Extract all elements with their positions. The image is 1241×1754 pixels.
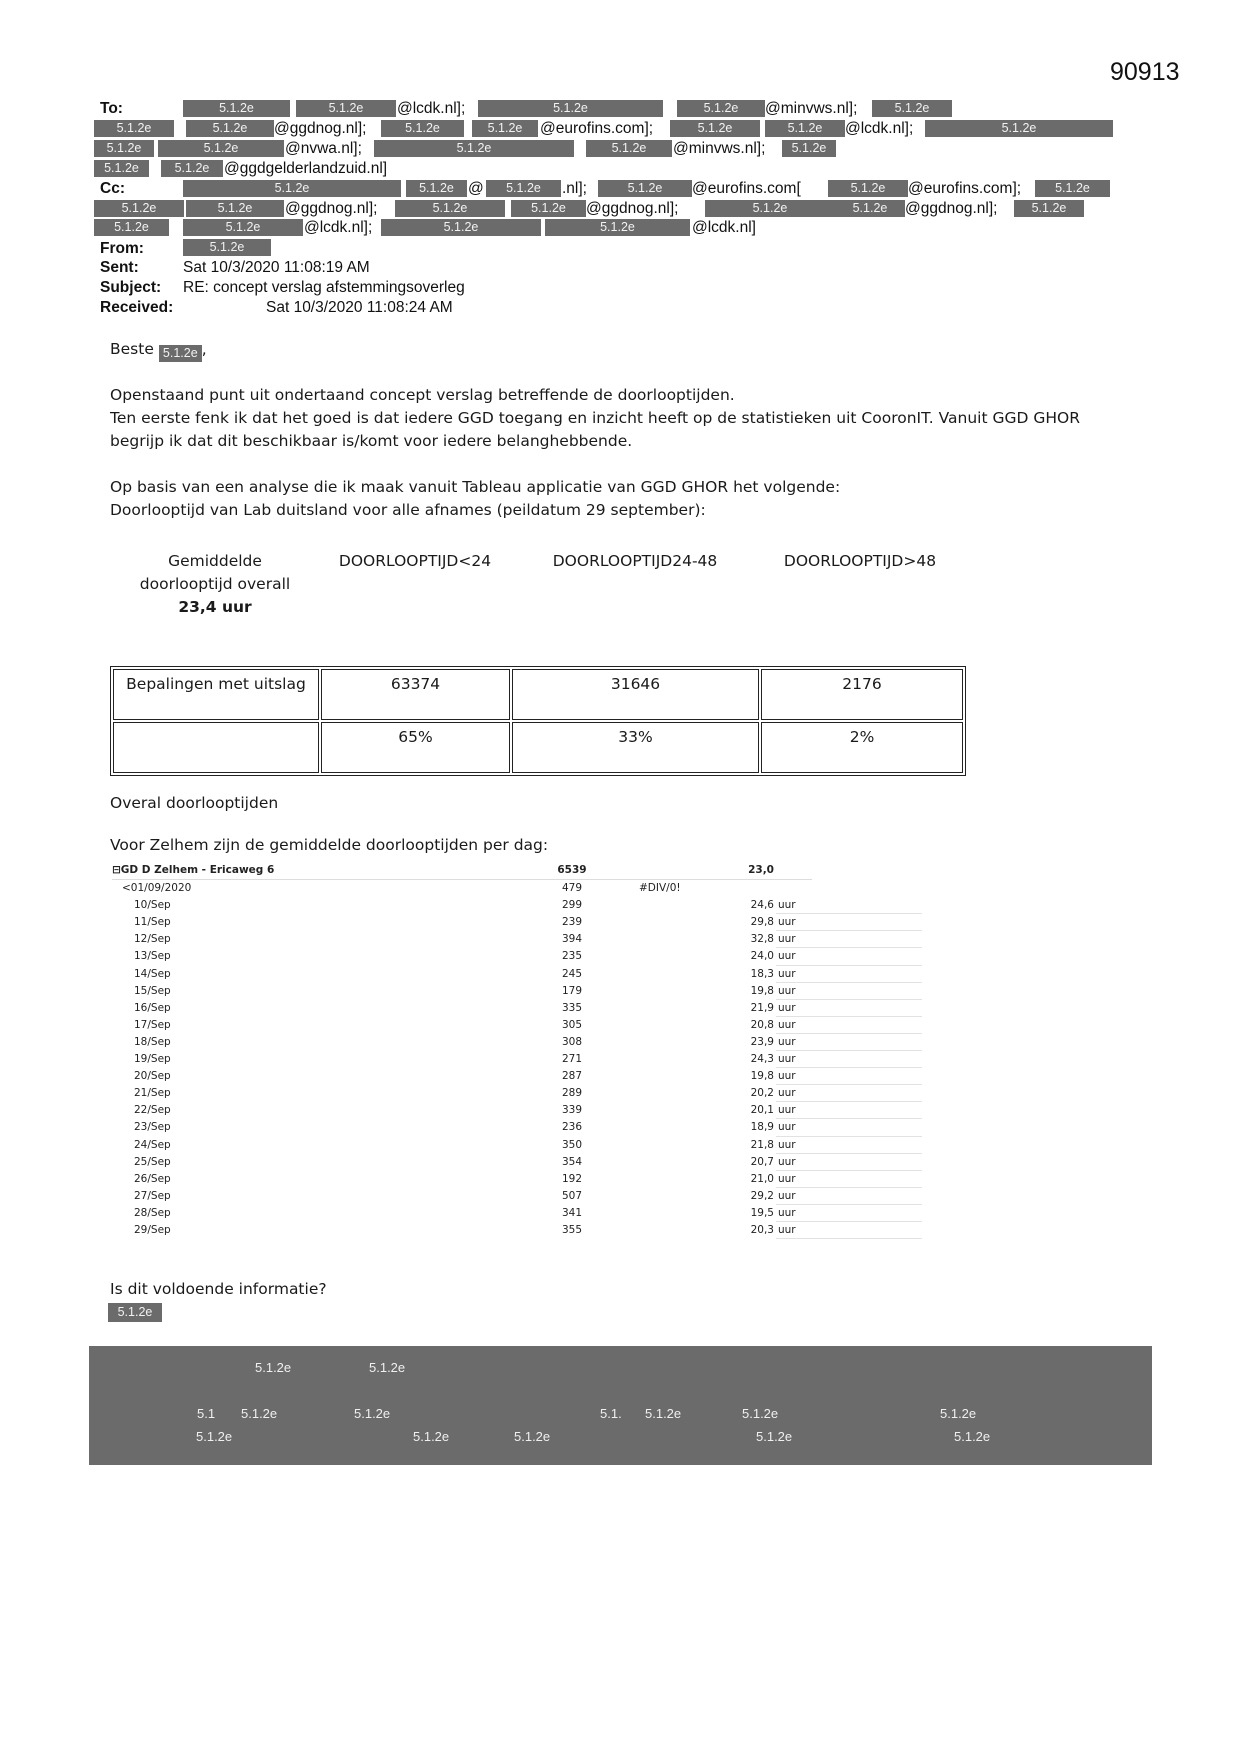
period-count: 479	[561, 882, 583, 895]
day-label: 18/Sep	[134, 1035, 171, 1048]
redaction: 5.1.2e	[183, 239, 271, 256]
to-label: To:	[100, 100, 123, 117]
redaction: 5.1.2e	[586, 140, 672, 157]
day-count: 192	[561, 1172, 583, 1185]
day-unit: uur	[778, 1138, 796, 1151]
day-label: 15/Sep	[134, 984, 171, 997]
table-cell: 65%	[321, 722, 510, 773]
redaction: 5.1.2e	[94, 219, 169, 236]
day-count: 245	[561, 967, 583, 980]
table-cell: 33%	[512, 722, 759, 773]
redaction: 5.1.2e	[183, 100, 290, 117]
greeting-comma: ,	[201, 340, 207, 358]
redaction: 5.1.2e	[94, 200, 184, 217]
day-unit: uur	[778, 1018, 796, 1031]
closing-question: Is dit voldoende informatie?	[110, 1280, 327, 1298]
signature-redaction: 5.1.2e	[108, 1303, 162, 1322]
avg-throughput-header	[130, 550, 300, 619]
table-row	[112, 1188, 812, 1205]
avg-header-value: 23,4 uur	[178, 598, 252, 616]
day-hours: 18,3	[750, 967, 774, 980]
table-row	[112, 880, 812, 897]
day-label: 14/Sep	[134, 967, 171, 980]
day-unit: uur	[778, 933, 796, 946]
period-hours: #DIV/0!	[639, 882, 681, 895]
redaction: 5.1.2e	[1035, 180, 1110, 197]
redaction: 5.1.2e	[186, 120, 274, 137]
table-cell: 2%	[761, 722, 963, 773]
redaction-label: 5.1.2e	[645, 1406, 682, 1421]
day-label: 20/Sep	[134, 1070, 171, 1083]
subject-value: RE: concept verslag afstemmingsoverleg	[183, 279, 465, 296]
day-hours: 21,8	[750, 1138, 774, 1151]
day-hours: 19,5	[750, 1206, 774, 1219]
day-count: 305	[561, 1018, 583, 1031]
redaction: 5.1.2e	[782, 140, 836, 157]
results-table	[110, 666, 966, 776]
redaction: 5.1.2e	[835, 200, 905, 217]
day-unit: uur	[778, 1035, 796, 1048]
redaction: 5.1.2e	[765, 120, 845, 137]
sent-value: Sat 10/3/2020 11:08:19 AM	[183, 259, 370, 276]
redaction: 5.1.2e	[511, 200, 586, 217]
day-count: 308	[561, 1035, 583, 1048]
day-unit: uur	[778, 1053, 796, 1066]
avg-hours: 23,0	[748, 864, 774, 876]
table-row	[112, 1222, 812, 1239]
day-hours: 23,9	[750, 1035, 774, 1048]
redaction-label: 5.1.2e	[756, 1429, 793, 1444]
day-label: 23/Sep	[134, 1121, 171, 1134]
day-label: 17/Sep	[134, 1018, 171, 1031]
period-name: <01/09/2020	[122, 882, 192, 895]
day-label: 27/Sep	[134, 1189, 171, 1202]
day-hours: 24,3	[750, 1053, 774, 1066]
day-unit: uur	[778, 1070, 796, 1083]
day-count: 179	[561, 984, 583, 997]
day-count: 299	[561, 899, 583, 912]
table-row	[112, 1034, 812, 1051]
day-label: 13/Sep	[134, 950, 171, 963]
avg-header-line1: Gemiddelde	[168, 552, 262, 570]
day-hours: 20,1	[750, 1104, 774, 1117]
day-count: 236	[561, 1121, 583, 1134]
day-label: 22/Sep	[134, 1104, 171, 1117]
day-unit: uur	[778, 916, 796, 929]
email-domain: @minvws.nl];	[673, 140, 766, 157]
day-unit: uur	[778, 1104, 796, 1117]
day-label: 25/Sep	[134, 1155, 171, 1168]
day-hours: 29,8	[750, 916, 774, 929]
email-domain: @ggdnog.nl];	[586, 200, 679, 217]
email-domain: @ggdgelderlandzuid.nl]	[224, 160, 388, 177]
day-hours: 32,8	[750, 933, 774, 946]
day-label: 28/Sep	[134, 1206, 171, 1219]
day-unit: uur	[778, 950, 796, 963]
table-cell: 2176	[761, 669, 963, 720]
day-label: 29/Sep	[134, 1223, 171, 1236]
day-hours: 20,3	[750, 1223, 774, 1236]
redaction-label: 5.1.2e	[241, 1406, 278, 1421]
day-hours: 24,0	[750, 950, 774, 963]
table-row	[112, 1171, 812, 1188]
day-unit: uur	[778, 967, 796, 980]
overall-label: Overal doorlooptijden	[110, 794, 279, 812]
table-row	[112, 897, 812, 914]
table-row	[112, 966, 812, 983]
redaction: 5.1.2e	[406, 180, 467, 197]
redaction: 5.1.2e	[296, 100, 396, 117]
redaction: 5.1.2e	[1014, 200, 1084, 217]
table-cell: 31646	[512, 669, 759, 720]
table-row	[112, 1154, 812, 1171]
redaction: 5.1.2e	[183, 219, 303, 236]
email-domain: @lcdk.nl]	[692, 219, 756, 236]
redaction-label: 5.1.2e	[354, 1406, 391, 1421]
table-cell: 63374	[321, 669, 510, 720]
email-domain: @ggdnog.nl];	[905, 200, 998, 217]
received-value: Sat 10/3/2020 11:08:24 AM	[266, 299, 453, 316]
email-domain: @ggdnog.nl];	[274, 120, 367, 137]
day-count: 341	[561, 1206, 583, 1219]
day-label: 19/Sep	[134, 1053, 171, 1066]
avg-header-line2: doorlooptijd overall	[139, 575, 291, 593]
received-label: Received:	[100, 299, 174, 316]
redacted-footer	[89, 1346, 1152, 1465]
day-count: 339	[561, 1104, 583, 1117]
table-row	[112, 948, 812, 965]
day-label: 21/Sep	[134, 1087, 171, 1100]
day-unit: uur	[778, 1155, 796, 1168]
redaction: 5.1.2e	[94, 120, 174, 137]
redaction: 5.1.2e	[598, 180, 692, 197]
table-row	[113, 722, 963, 773]
table-row	[112, 1051, 812, 1068]
table-row	[112, 862, 812, 880]
redaction: 5.1.2e	[545, 219, 690, 236]
table-row	[112, 1102, 812, 1119]
redaction-label: 5.1	[197, 1406, 216, 1421]
redaction-label: 5.1.2e	[940, 1406, 977, 1421]
day-hours: 21,0	[750, 1172, 774, 1185]
redaction: 5.1.2e	[381, 120, 464, 137]
document-number: 90913	[1110, 58, 1180, 86]
col-header-lt24: DOORLOOPTIJD<24	[338, 552, 492, 570]
subject-label: Subject:	[100, 279, 162, 296]
day-unit: uur	[778, 1189, 796, 1202]
redaction: 5.1.2e	[925, 120, 1113, 137]
redaction-label: 5.1.2e	[514, 1429, 551, 1444]
table-row	[112, 1119, 812, 1136]
day-count: 287	[561, 1070, 583, 1083]
redaction: 5.1.2e	[94, 140, 154, 157]
redaction: 5.1.2e	[381, 219, 541, 236]
redaction-label: 5.1.2e	[413, 1429, 450, 1444]
day-unit: uur	[778, 1206, 796, 1219]
col-header-24-48: DOORLOOPTIJD24-48	[552, 552, 718, 570]
redaction: 5.1.2e	[472, 120, 538, 137]
email-domain: @eurofins.com[	[692, 180, 801, 197]
cc-label: Cc:	[100, 180, 125, 197]
redaction-label: 5.1.2e	[954, 1429, 991, 1444]
day-hours: 21,9	[750, 1001, 774, 1014]
table-row	[112, 983, 812, 1000]
day-label: 12/Sep	[134, 933, 171, 946]
redaction: 5.1.2e	[486, 180, 561, 197]
day-count: 354	[561, 1155, 583, 1168]
email-domain: @	[468, 180, 484, 197]
para1-line2: Ten eerste fenk ik dat het goed is dat iedere GGD toegang en inzicht heeft op de statistieken uit CooronIT. Vanuit GGD GHOR	[110, 409, 1080, 427]
day-unit: uur	[778, 1172, 796, 1185]
email-domain: @lcdk.nl];	[845, 120, 914, 137]
day-hours: 18,9	[750, 1121, 774, 1134]
redaction-label: 5.1.2e	[369, 1360, 406, 1375]
day-count: 271	[561, 1053, 583, 1066]
day-label: 26/Sep	[134, 1172, 171, 1185]
day-hours: 20,7	[750, 1155, 774, 1168]
day-unit: uur	[778, 899, 796, 912]
redaction: 5.1.2e	[94, 160, 149, 177]
redaction-label: 5.1.2e	[196, 1429, 233, 1444]
redaction: 5.1.2e	[677, 100, 765, 117]
table-row	[112, 1137, 812, 1154]
day-unit: uur	[778, 1121, 796, 1134]
day-count: 350	[561, 1138, 583, 1151]
email-domain: @lcdk.nl];	[304, 219, 373, 236]
redaction: 5.1.2e	[161, 160, 223, 177]
redaction: 5.1.2e	[395, 200, 505, 217]
redaction: 5.1.2e	[670, 120, 760, 137]
email-domain: @ggdnog.nl];	[285, 200, 378, 217]
redaction: 5.1.2e	[872, 100, 952, 117]
email-domain: @eurofins.com];	[908, 180, 1022, 197]
daily-throughput-table	[112, 862, 812, 1239]
day-hours: 19,8	[750, 1070, 774, 1083]
day-hours: 19,8	[750, 984, 774, 997]
day-count: 394	[561, 933, 583, 946]
day-hours: 20,8	[750, 1018, 774, 1031]
table-row	[112, 1085, 812, 1102]
redaction: 5.1.2e	[183, 180, 401, 197]
redaction: 5.1.2e	[159, 345, 202, 362]
day-hours: 20,2	[750, 1087, 774, 1100]
redaction-label: 5.1.	[600, 1406, 622, 1421]
day-count: 235	[561, 950, 583, 963]
total-count: 6539	[557, 864, 587, 876]
day-label: 10/Sep	[134, 899, 171, 912]
table-cell: Bepalingen met uitslag	[113, 669, 319, 720]
table-row	[112, 931, 812, 948]
table-row	[112, 1205, 812, 1222]
redaction: 5.1.2e	[705, 200, 835, 217]
day-count: 239	[561, 916, 583, 929]
redaction: 5.1.2e	[478, 100, 663, 117]
para1-line3: begrijp ik dat dit beschikbaar is/komt voor iedere belanghebbende.	[110, 432, 633, 450]
para2-line2: Doorlooptijd van Lab duitsland voor alle afnames (peildatum 29 september):	[110, 501, 706, 519]
day-unit: uur	[778, 1223, 796, 1236]
location-name: ⊟GD D Zelhem - Ericaweg 6	[112, 864, 275, 876]
table-row	[113, 669, 963, 720]
day-count: 289	[561, 1087, 583, 1100]
email-domain: .nl];	[562, 180, 587, 197]
email-domain: @lcdk.nl];	[397, 100, 466, 117]
day-hours: 29,2	[750, 1189, 774, 1202]
email-domain: @nvwa.nl];	[285, 140, 362, 157]
email-domain: @eurofins.com];	[540, 120, 654, 137]
day-hours: 24,6	[750, 899, 774, 912]
day-label: 16/Sep	[134, 1001, 171, 1014]
day-label: 11/Sep	[134, 916, 171, 929]
table-row	[112, 914, 812, 931]
day-count: 355	[561, 1223, 583, 1236]
redaction: 5.1.2e	[828, 180, 908, 197]
sent-label: Sent:	[100, 259, 139, 276]
day-unit: uur	[778, 1087, 796, 1100]
redaction: 5.1.2e	[158, 140, 284, 157]
day-unit: uur	[778, 984, 796, 997]
day-count: 335	[561, 1001, 583, 1014]
daily-rows	[112, 897, 812, 1239]
table-row	[112, 1017, 812, 1034]
grid-line	[776, 1238, 922, 1239]
greeting-text: Beste	[110, 340, 154, 358]
from-label: From:	[100, 240, 144, 257]
day-count: 507	[561, 1189, 583, 1202]
day-unit: uur	[778, 1001, 796, 1014]
zelhem-intro: Voor Zelhem zijn de gemiddelde doorlooptijden per dag:	[110, 836, 549, 854]
redaction-label: 5.1.2e	[255, 1360, 292, 1375]
redaction-label: 5.1.2e	[742, 1406, 779, 1421]
redaction: 5.1.2e	[374, 140, 574, 157]
table-cell	[113, 722, 319, 773]
table-row	[112, 1000, 812, 1017]
day-label: 24/Sep	[134, 1138, 171, 1151]
redaction: 5.1.2e	[186, 200, 284, 217]
email-domain: @minvws.nl];	[765, 100, 858, 117]
greeting	[110, 338, 207, 360]
para1-line1: Openstaand punt uit ondertaand concept verslag betreffende de doorlooptijden.	[110, 386, 735, 404]
col-header-gt48: DOORLOOPTIJD>48	[783, 552, 937, 570]
table-row	[112, 1068, 812, 1085]
para2-line1: Op basis van een analyse die ik maak vanuit Tableau applicatie van GGD GHOR het volgende:	[110, 478, 841, 496]
